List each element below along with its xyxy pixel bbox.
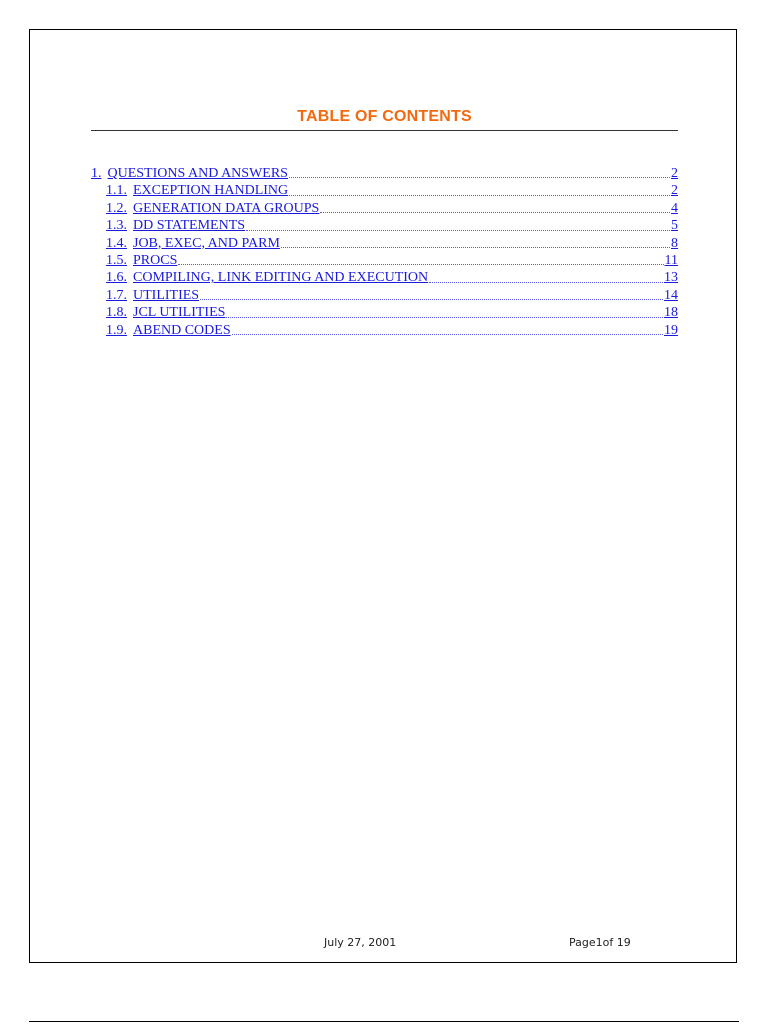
toc-entry-label: JOB, EXEC, AND PARM — [133, 235, 280, 251]
dot-leader — [289, 182, 670, 195]
toc-entry-jcl-utilities[interactable] — [91, 304, 678, 321]
toc-entry-number: 1. — [91, 166, 102, 181]
toc-entry-number: 1.2. — [106, 200, 127, 216]
toc-entry-page: 8 — [671, 235, 678, 251]
toc-entry-number: 1.3. — [106, 218, 127, 234]
dot-leader — [281, 235, 670, 248]
dot-leader — [320, 200, 670, 213]
toc-entry-number: 1.5. — [106, 252, 127, 268]
toc-entry-page: 4 — [671, 200, 678, 216]
toc-entry-label: ABEND CODES — [133, 322, 231, 338]
toc-entry-abend-codes[interactable] — [91, 322, 678, 339]
dot-leader — [429, 269, 663, 282]
toc-entry-job-exec-parm[interactable] — [91, 235, 678, 252]
toc-entry-page: 2 — [671, 166, 678, 181]
toc-entry-page: 19 — [664, 322, 678, 338]
dot-leader — [178, 252, 663, 265]
toc-entry-compiling-link-editing[interactable] — [91, 269, 678, 286]
footer-date: July 27, 2001 — [324, 936, 397, 949]
heading-divider — [91, 130, 678, 131]
toc-entry-dd-statements[interactable] — [91, 217, 678, 234]
toc-entry-utilities[interactable] — [91, 287, 678, 304]
toc-entry-number: 1.1. — [106, 183, 127, 199]
toc-entry-label: DD STATEMENTS — [133, 218, 246, 234]
toc-entry-page: 18 — [664, 305, 678, 321]
next-page-edge — [29, 1021, 739, 1022]
toc-heading: TABLE OF CONTENTS — [297, 108, 472, 125]
toc-entry-label: QUESTIONS AND ANSWERS — [107, 166, 288, 181]
dot-leader — [200, 287, 663, 300]
toc-entry-questions-and-answers[interactable] — [91, 165, 678, 182]
toc-entry-label: UTILITIES — [133, 287, 200, 303]
toc-entry-generation-data-groups[interactable] — [91, 200, 678, 217]
toc-entry-page: 13 — [664, 270, 678, 286]
toc-entry-page: 2 — [671, 183, 678, 199]
toc-entry-page: 11 — [664, 252, 678, 268]
toc-entry-number: 1.6. — [106, 270, 127, 286]
toc-entry-label: COMPILING, LINK EDITING AND EXECUTION — [133, 270, 429, 286]
toc-entry-label: PROCS — [133, 252, 178, 268]
toc-entry-label: GENERATION DATA GROUPS — [133, 200, 320, 216]
dot-leader — [232, 322, 663, 335]
toc-entry-label: EXCEPTION HANDLING — [133, 183, 289, 199]
toc-entry-number: 1.9. — [106, 322, 127, 338]
toc-entry-page: 14 — [664, 287, 678, 303]
dot-leader — [246, 217, 670, 230]
table-of-contents — [91, 165, 678, 339]
dot-leader — [289, 165, 670, 178]
toc-entry-label: JCL UTILITIES — [133, 305, 226, 321]
dot-leader — [226, 304, 663, 317]
toc-entry-procs[interactable] — [91, 252, 678, 269]
toc-entry-page: 5 — [671, 218, 678, 234]
document-page — [29, 29, 737, 963]
toc-entry-number: 1.7. — [106, 287, 127, 303]
toc-entry-number: 1.4. — [106, 235, 127, 251]
footer-page-number: Page1of 19 — [569, 936, 631, 949]
toc-entry-exception-handling[interactable] — [91, 182, 678, 199]
toc-entry-number: 1.8. — [106, 305, 127, 321]
